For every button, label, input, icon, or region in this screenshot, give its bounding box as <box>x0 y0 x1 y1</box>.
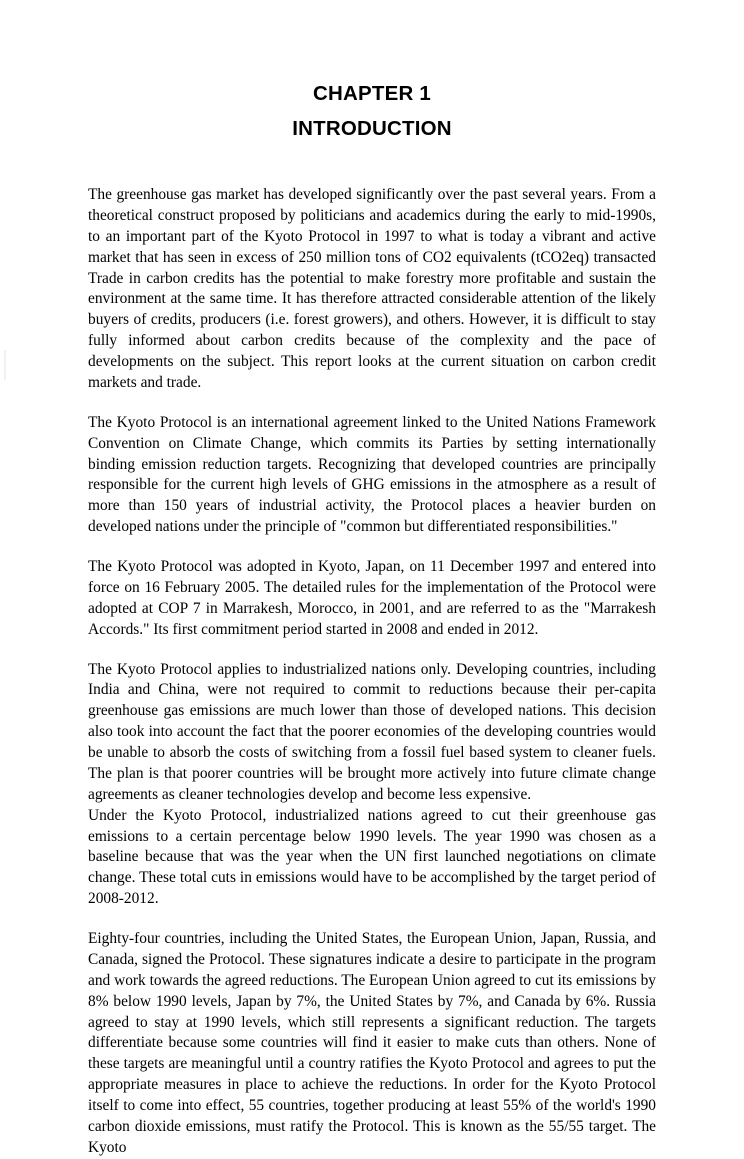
scan-artifact <box>4 350 6 380</box>
page-title <box>88 84 656 139</box>
body-text <box>88 185 656 1159</box>
page-content <box>88 84 656 1159</box>
chapter-label: CHAPTER 1 <box>313 82 431 105</box>
paragraph-4: The Kyoto Protocol applies to industrialized nations only. Developing countries, including India and China, were not required to commit to reductions because their per-capita greenhouse gas emissions are much lower than those of developed nations. This decision also took into account the fact that the poorer economies of the developing countries would be unable to absorb the costs of switching from a fossil fuel based system to cleaner fuels. The plan is that poorer countries will be brought more actively into future climate change agreements as cleaner technologies develop and become less expensive. <box>88 660 656 803</box>
paragraph-1: The greenhouse gas market has developed significantly over the past several years. From a theoretical construct proposed by politicians and academics during the early to mid-1990s, to an important part of the Kyoto Protocol in 1997 to what is today a vibrant and active market that has seen in excess of 250 million tons of CO2 equivalents (tCO2eq) transacted Trade in carbon credits has the potential to make forestry more profitable and sustain the environment at the same time. It has therefore attracted considerable attention of the likely buyers of credits, producers (i.e. forest growers), and others. However, it is difficult to stay fully informed about carbon credits because of the complexity and the pace of developments on the subject. This report looks at the current situation on carbon credit markets and trade. <box>88 186 656 391</box>
paragraph-3: The Kyoto Protocol was adopted in Kyoto, Japan, on 11 December 1997 and entered into force on 16 February 2005. The detailed rules for the implementation of the Protocol were adopted at COP 7 in Marrakesh, Morocco, in 2001, and are referred to as the "Marrakesh Accords." Its first commitment period started in 2008 and ended in 2012. <box>88 558 656 638</box>
paragraph-5: Under the Kyoto Protocol, industrialized nations agreed to cut their greenhouse gas emissions to a certain percentage below 1990 levels. The year 1990 was chosen as a baseline because that was the year when the UN first launched negotiations on climate change. These total cuts in emissions would have to be accomplished by the target period of 2008-2012. <box>88 806 656 908</box>
chapter-title: INTRODUCTION <box>292 116 452 140</box>
paragraph-2: The Kyoto Protocol is an international agreement linked to the United Nations Framework Convention on Climate Change, which commits its Parties by setting internationally binding emission reduction targets. Recognizing that developed countries are principally responsible for the current high levels of GHG emissions in the atmosphere as a result of more than 150 years of industrial activity, the Protocol places a heavier burden on developed nations under the principle of "common but differentiated responsibilities." <box>88 413 656 536</box>
paragraph-6: Eighty-four countries, including the United States, the European Union, Japan, Russia, and Canada, signed the Protocol. These signatures indicate a desire to participate in the program and work towards the agreed reductions. The European Union agreed to cut its emissions by 8% below 1990 levels, Japan by 7%, the United States by 7%, and Canada by 6%. Russia agreed to stay at 1990 levels, which still represents a significant reduction. The targets differentiate because some countries will find it easier to make cuts than others. None of these targets are meaningful until a country ratifies the Kyoto Protocol and agrees to put the appropriate measures in place to achieve the reductions. In order for the Kyoto Protocol itself to come into effect, 55 countries, together producing at least 55% of the world's 1990 carbon dioxide emissions, must ratify the Protocol. This is known as the 55/55 target. The Kyoto <box>88 930 656 1156</box>
